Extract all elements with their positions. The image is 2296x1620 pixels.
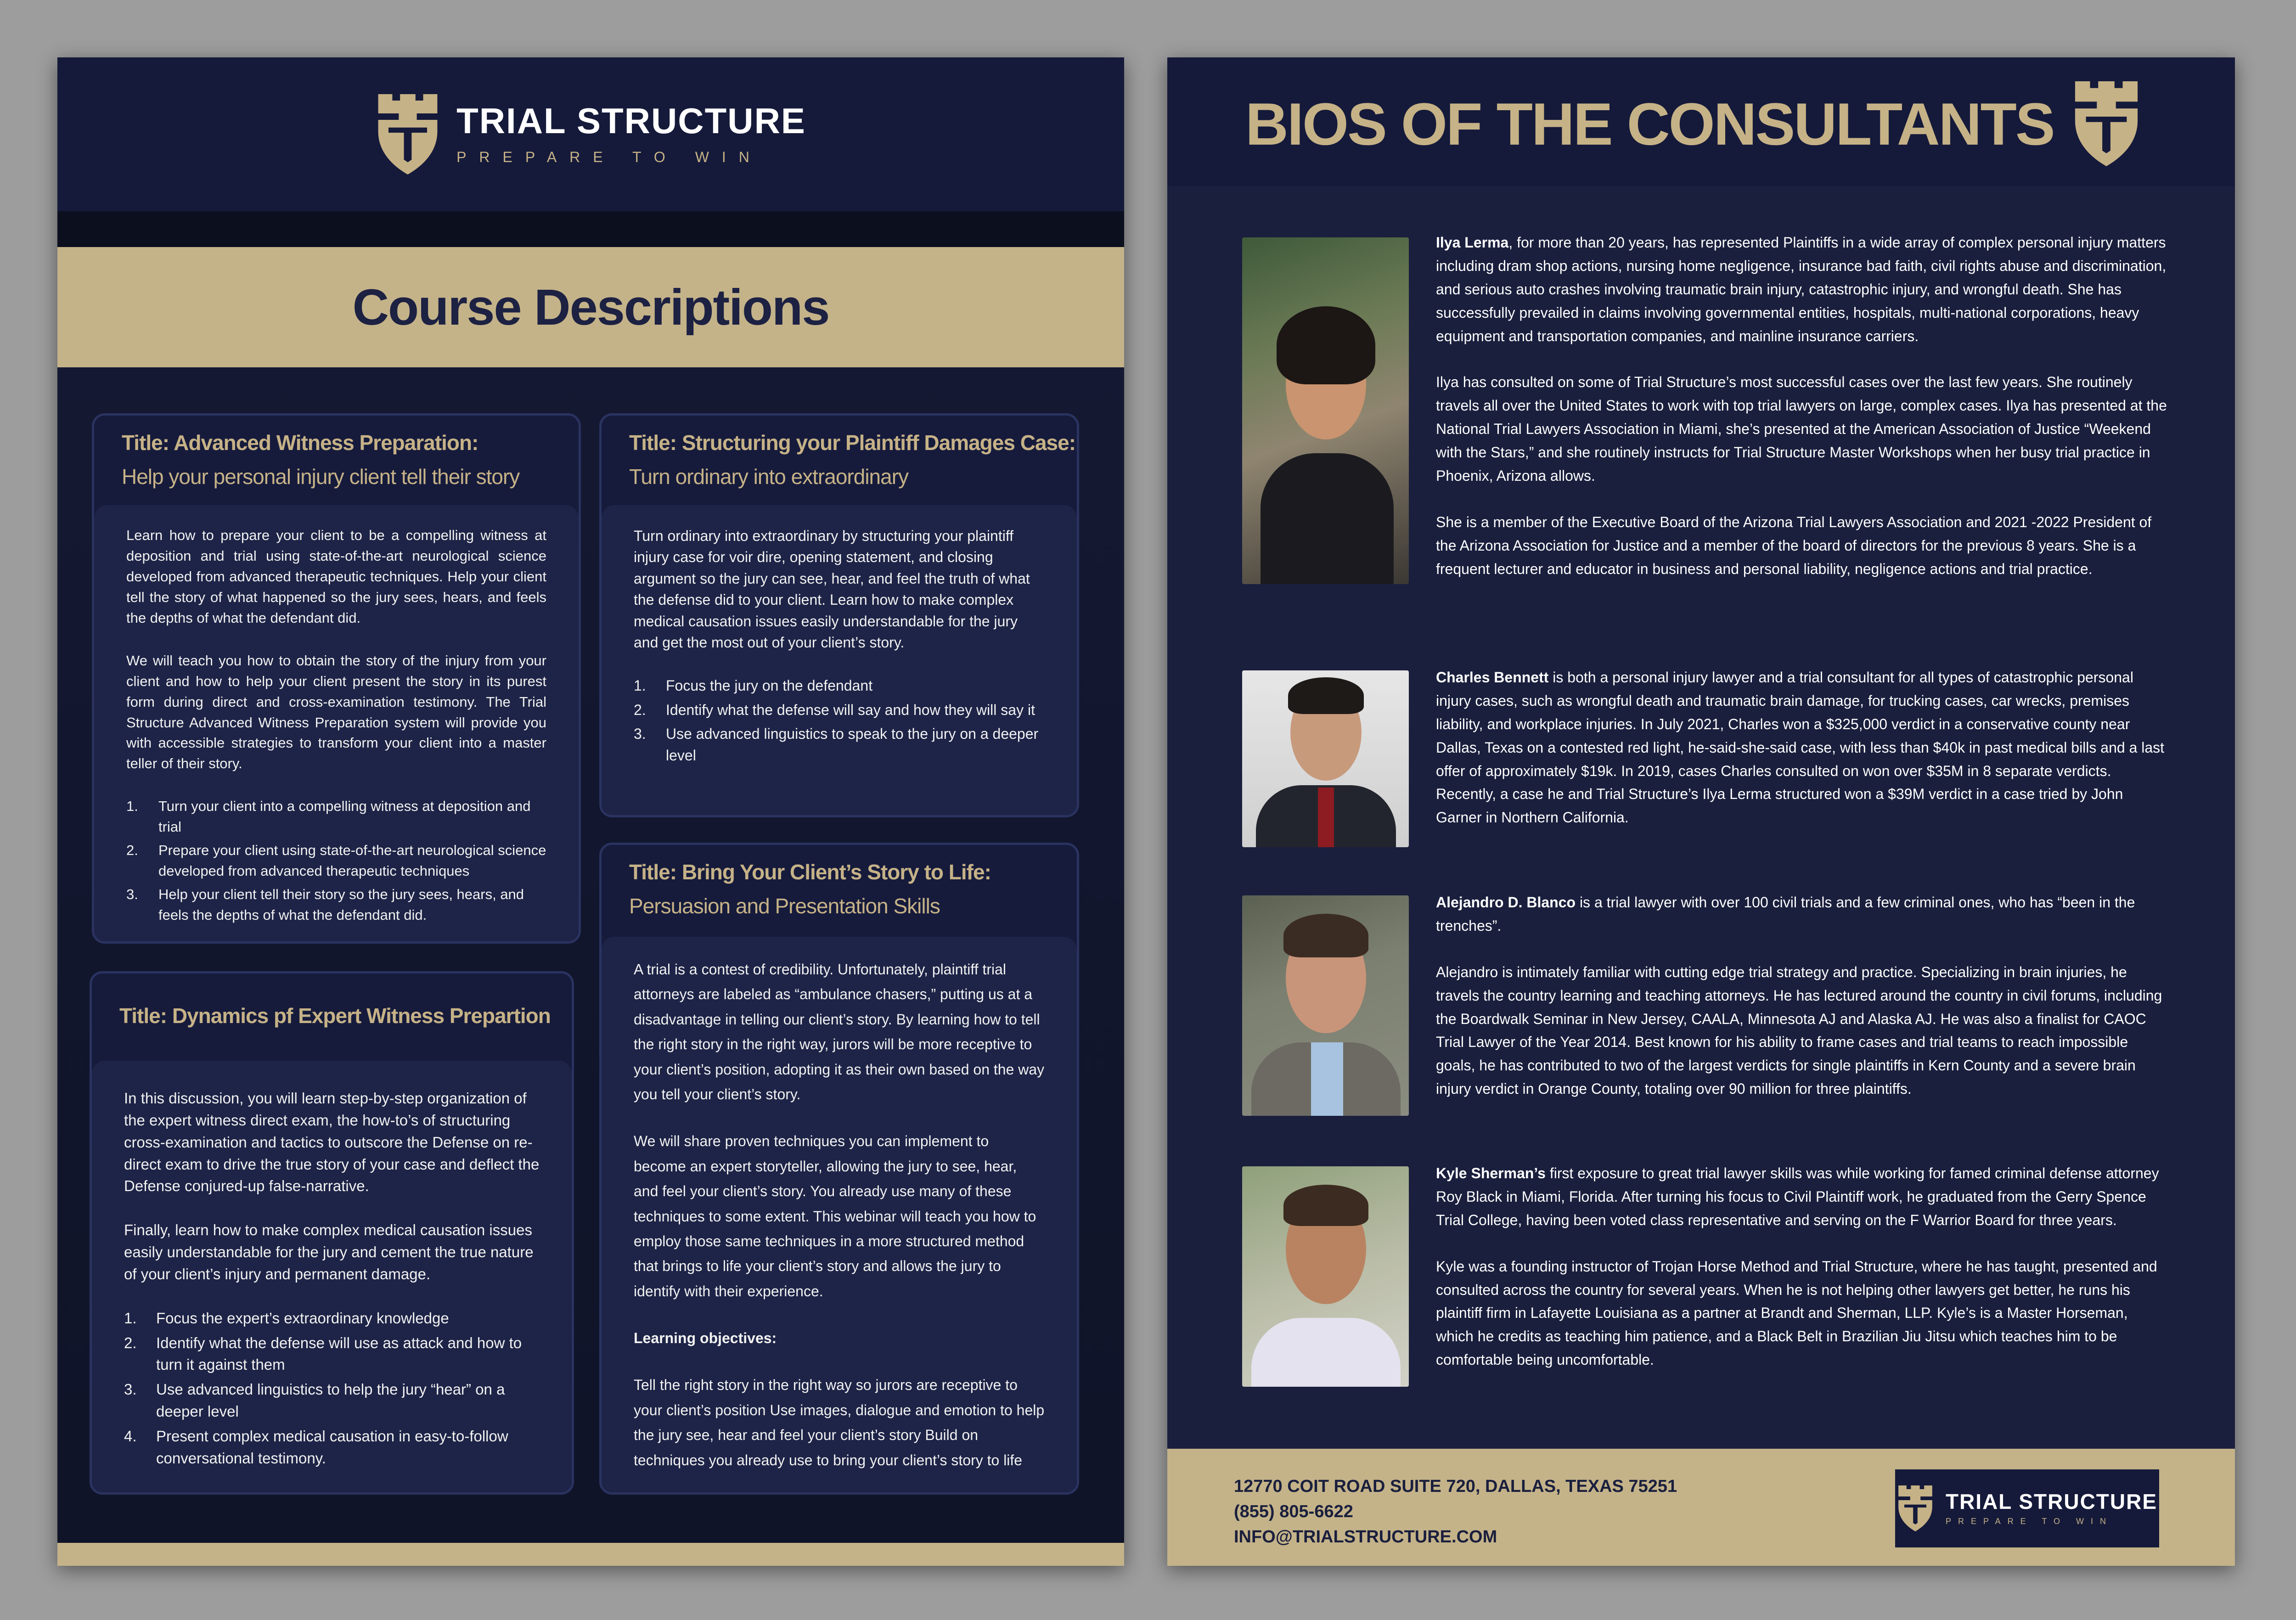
list-item: 1. Focus the jury on the defendant (634, 677, 873, 694)
course-paragraph: We will share proven techniques you can implement to become an expert storyteller, allowing the jury to see, hear, and feel your client’s story. You already use many of these techniques to some extent. This webinar will teach you how to employ those same techniques in a more structured method that brings to life your client’s story and allows the jury to identify with their experience. (634, 1133, 1036, 1299)
trial-structure-logo-icon (1897, 1485, 1934, 1531)
left-page-bottom-strip (57, 1543, 1124, 1566)
list-item: 2. Prepare your client using state-of-the-art neurological science developed from advanced therapeutic techniques (126, 842, 546, 879)
consultant-photo-ilya-lerma (1242, 237, 1409, 584)
list-item: 3. Use advanced linguistics to help the jury “hear” on a deeper level (124, 1381, 505, 1420)
course-body (92, 1061, 572, 1492)
course-body (94, 505, 579, 941)
bio-paragraph: She is a member of the Executive Board of the Arizona Trial Lawyers Association and 2021 -2022 President of the Arizona Association for Justice and a member of the board of directors for the previous 8 years. She is a frequent lecturer and educator in business and personal liability, negligence actions and trial practice. (1436, 513, 2152, 577)
bio-lead: is a trial lawyer with over 100 civil trials and a few criminal ones, who has “been in the trenches”. (1436, 894, 2135, 934)
consultant-name: Ilya Lerma (1436, 234, 1509, 251)
consultant-name: Charles Bennett (1436, 669, 1549, 686)
list-item: 2. Identify what the defense will say and how they will say it (634, 701, 1035, 718)
header-band (57, 211, 1124, 247)
bio-lead: first exposure to great trial lawyer skills was while working for famed criminal defense attorney Roy Black in Miami, Florida. After turning his focus to Civil Plaintiff work, he graduated from the Gerry Spence Trial College, having been voted class representative and serving on the F Warrior Board for three years. (1436, 1165, 2159, 1228)
consultant-photo-kyle-sherman (1242, 1166, 1409, 1387)
footer-phone: (855) 805-6622 (1234, 1502, 1353, 1522)
course-paragraph: In this discussion, you will learn step-by-step organization of the expert witness direct exam, the how-to’s of structuring cross-examination and tactics to outscore the Defense on re-direct exam to drive the true story of your case and deflect the Defense conjured-up false-narrative. (124, 1090, 540, 1195)
list-item: 3. Help your client tell their story so the jury sees, hears, and feels the depths of what the defendant did. (126, 886, 524, 923)
list-item: 1. Turn your client into a compelling witness at deposition and trial (126, 798, 531, 835)
course-card-expert-witness-preparation (90, 971, 574, 1495)
right-page-header (1167, 57, 2235, 186)
course-list (634, 675, 1045, 766)
consultant-bio-charles-bennett (1436, 666, 2168, 852)
bio-lead: , for more than 20 years, has represented Plaintiffs in a wide array of complex personal injury matters including dram shop actions, nursing home negligence, insurance bad faith, civil rights abuse and discrimination, and serious auto crashes involving traumatic brain injury, catastrophic injury, and wrongful death. She has successfully prevailed in claims involving governmental entities, hospitals, multi-national corporations, heavy equipment and transportation companies, and mainline insurance carriers. (1436, 234, 2167, 344)
trial-structure-logo (376, 94, 806, 174)
consultant-name: Alejandro D. Blanco (1436, 894, 1576, 911)
list-item: 3. Use advanced linguistics to speak to the jury on a deeper level (634, 726, 1039, 764)
course-card-structuring-damages-case (599, 413, 1079, 817)
course-card-bring-story-to-life (599, 843, 1079, 1495)
course-descriptions-banner (57, 247, 1124, 367)
consultant-bio-alejandro-blanco (1436, 891, 2168, 1124)
course-paragraph: We will teach you how to obtain the story of the injury from your client and how to help your client present the story in its purest form during direct and cross-examination testimony. The Trial Structure Advanced Witness Preparation system will provide you with accessible strategies to transform your client into a master teller of their story. (126, 652, 546, 772)
course-title: Title: Structuring your Plaintiff Damages Case: (629, 431, 1076, 455)
course-paragraph: Turn ordinary into extraordinary by structuring your plaintiff injury case for voir dire, opening statement, and closing argument so the jury can see, hear, and feel the truth of what the defense did to your client. Learn how to make complex medical causation issues easily understandable for the jury and get the most out of your client’s story. (634, 528, 1030, 651)
logo-name: TRIAL STRUCTURE (456, 101, 806, 141)
logo-name: TRIAL STRUCTURE (1945, 1489, 2158, 1513)
footer-logo (1895, 1469, 2159, 1547)
course-paragraph: Finally, learn how to make complex medical causation issues easily understandable for the jury and cement the true nature of your client’s injury and permanent damage. (124, 1221, 534, 1282)
course-paragraph: Learn how to prepare your client to be a compelling witness at deposition and trial using state-of-the-art neurological science developed from advanced therapeutic techniques. Help your client tell the story of what happened so the jury sees, hears, and feels the depths of what the defendant did. (126, 527, 546, 626)
list-item: 4. Present complex medical causation in easy-to-follow conversational testimony. (124, 1427, 508, 1467)
list-item: 1. Focus the expert’s extraordinary knowledge (124, 1309, 449, 1327)
bio-paragraph: Kyle was a founding instructor of Trojan Horse Method and Trial Structure, where he has taught, presented and consulted across the country for several years. When he is not helping other lawyers get better, he runs his plaintiff firm in Lafayette Louisiana as a partner at Brandt and Sherman, LLP. Kyle’s is a Master Horseman, which he credits as teaching him patience, and a Black Belt in Brazilian Jiu Jitsu which teaches him to be comfortable being uncomfortable. (1436, 1258, 2157, 1368)
logo-tagline: PREPARE TO WIN (456, 149, 762, 165)
course-subtitle: Turn ordinary into extraordinary (629, 465, 909, 489)
contact-footer (1167, 1449, 2235, 1566)
bio-paragraph: Ilya has consulted on some of Trial Structure’s most successful cases over the last few years. She routinely travels all over the United States to work with top trial lawyers on large, complex cases. Ilya has presented at the National Trial Lawyers Association in Miami, she’s presented at the American Association of Justice “Weekend with the Stars,” and she routinely instructs for Trial Structure Master Workshops when her busy trial practice in Phoenix, Arizona allows. (1436, 374, 2167, 484)
footer-email: INFO@TRIALSTRUCTURE.COM (1234, 1527, 1497, 1547)
learning-objectives-label: Learning objectives: (634, 1330, 777, 1347)
consultant-photo-alejandro-blanco (1242, 895, 1409, 1116)
course-subtitle: Persuasion and Presentation Skills (629, 894, 940, 918)
course-list (124, 1307, 540, 1469)
consultant-bio-kyle-sherman (1436, 1162, 2168, 1395)
learning-objectives-text: Tell the right story in the right way so jurors are receptive to your client’s position Use images, dialogue and emotion to help the jury see, hear and feel your client’s story Build on techniques you already use to bring your client’s story to life (634, 1377, 1045, 1468)
course-paragraph: A trial is a contest of credibility. Unfortunately, plaintiff trial attorneys are labeled as “ambulance chasers,” putting us at a disadvantage in telling our client’s story. By learning how to tell the right story in the right way, jurors will be more receptive to your client’s position, adopting it as their own based on the way you tell your client’s story. (634, 961, 1045, 1102)
course-subtitle: Help your personal injury client tell their story (122, 465, 520, 489)
course-list (126, 796, 546, 926)
trial-structure-logo-icon (376, 94, 440, 174)
bios-title: BIOS OF THE CONSULTANTS (1245, 90, 2054, 158)
course-descriptions-page (57, 57, 1124, 1566)
course-title: Title: Dynamics pf Expert Witness Prepartion (119, 1004, 551, 1028)
bio-paragraph: Alejandro is intimately familiar with cutting edge trial strategy and practice. Specializing in brain injuries, he travels the country learning and teaching attorneys. He has lectured around the country in civil forums, including the Boardwalk Seminar in New Jersey, CAALA, Minnesota AJ and Alaska AJ. He was also a finalist for CAOC Trial Lawyer of the Year 2014. Best known for his ability to frame cases and trial teams to reach impossible goals, he has contributed to two of the largest verdicts for single plaintiffs in Kern County and a severe brain injury verdict in Orange County, totaling over 90 million for three plaintiffs. (1436, 963, 2162, 1097)
logo-tagline: PREPARE TO WIN (1945, 1516, 2113, 1526)
consultant-bios-page (1167, 57, 2235, 1566)
consultant-name: Kyle Sherman’s (1436, 1165, 1546, 1181)
course-body (602, 505, 1077, 815)
left-page-header (57, 57, 1124, 211)
page-title: Course Descriptions (352, 279, 829, 336)
course-body (602, 937, 1077, 1492)
consultant-bio-ilya-lerma (1436, 231, 2168, 603)
course-title: Title: Bring Your Client’s Story to Life: (629, 860, 991, 884)
trial-structure-logo-icon (2072, 81, 2141, 166)
bio-lead: is both a personal injury lawyer and a trial consultant for all types of catastrophic personal injury cases, such as wrongful death and traumatic brain damage, for trucking cases, car wrecks, premises liability, and workplace injuries. In July 2021, Charles won a $325,000 verdict in a conservative county near Dallas, Texas on a contested red light, he-said-she-said case, with less than $40k in past medical bills and a last offer of approximately $19k. In 2019, cases Charles consulted on won over $35M in 8 separate verdicts. Recently, a case he and Trial Structure’s Ilya Lerma structured won a $39M verdict in a case tried by John Garner in Northern California. (1436, 669, 2165, 826)
consultant-photo-charles-bennett (1242, 670, 1409, 847)
footer-address: 12770 COIT ROAD SUITE 720, DALLAS, TEXAS 75251 (1234, 1477, 1677, 1496)
course-title: Title: Advanced Witness Preparation: (122, 431, 478, 455)
course-card-advanced-witness-preparation (92, 413, 581, 944)
list-item: 2. Identify what the defense will use as attack and how to turn it against them (124, 1334, 522, 1373)
